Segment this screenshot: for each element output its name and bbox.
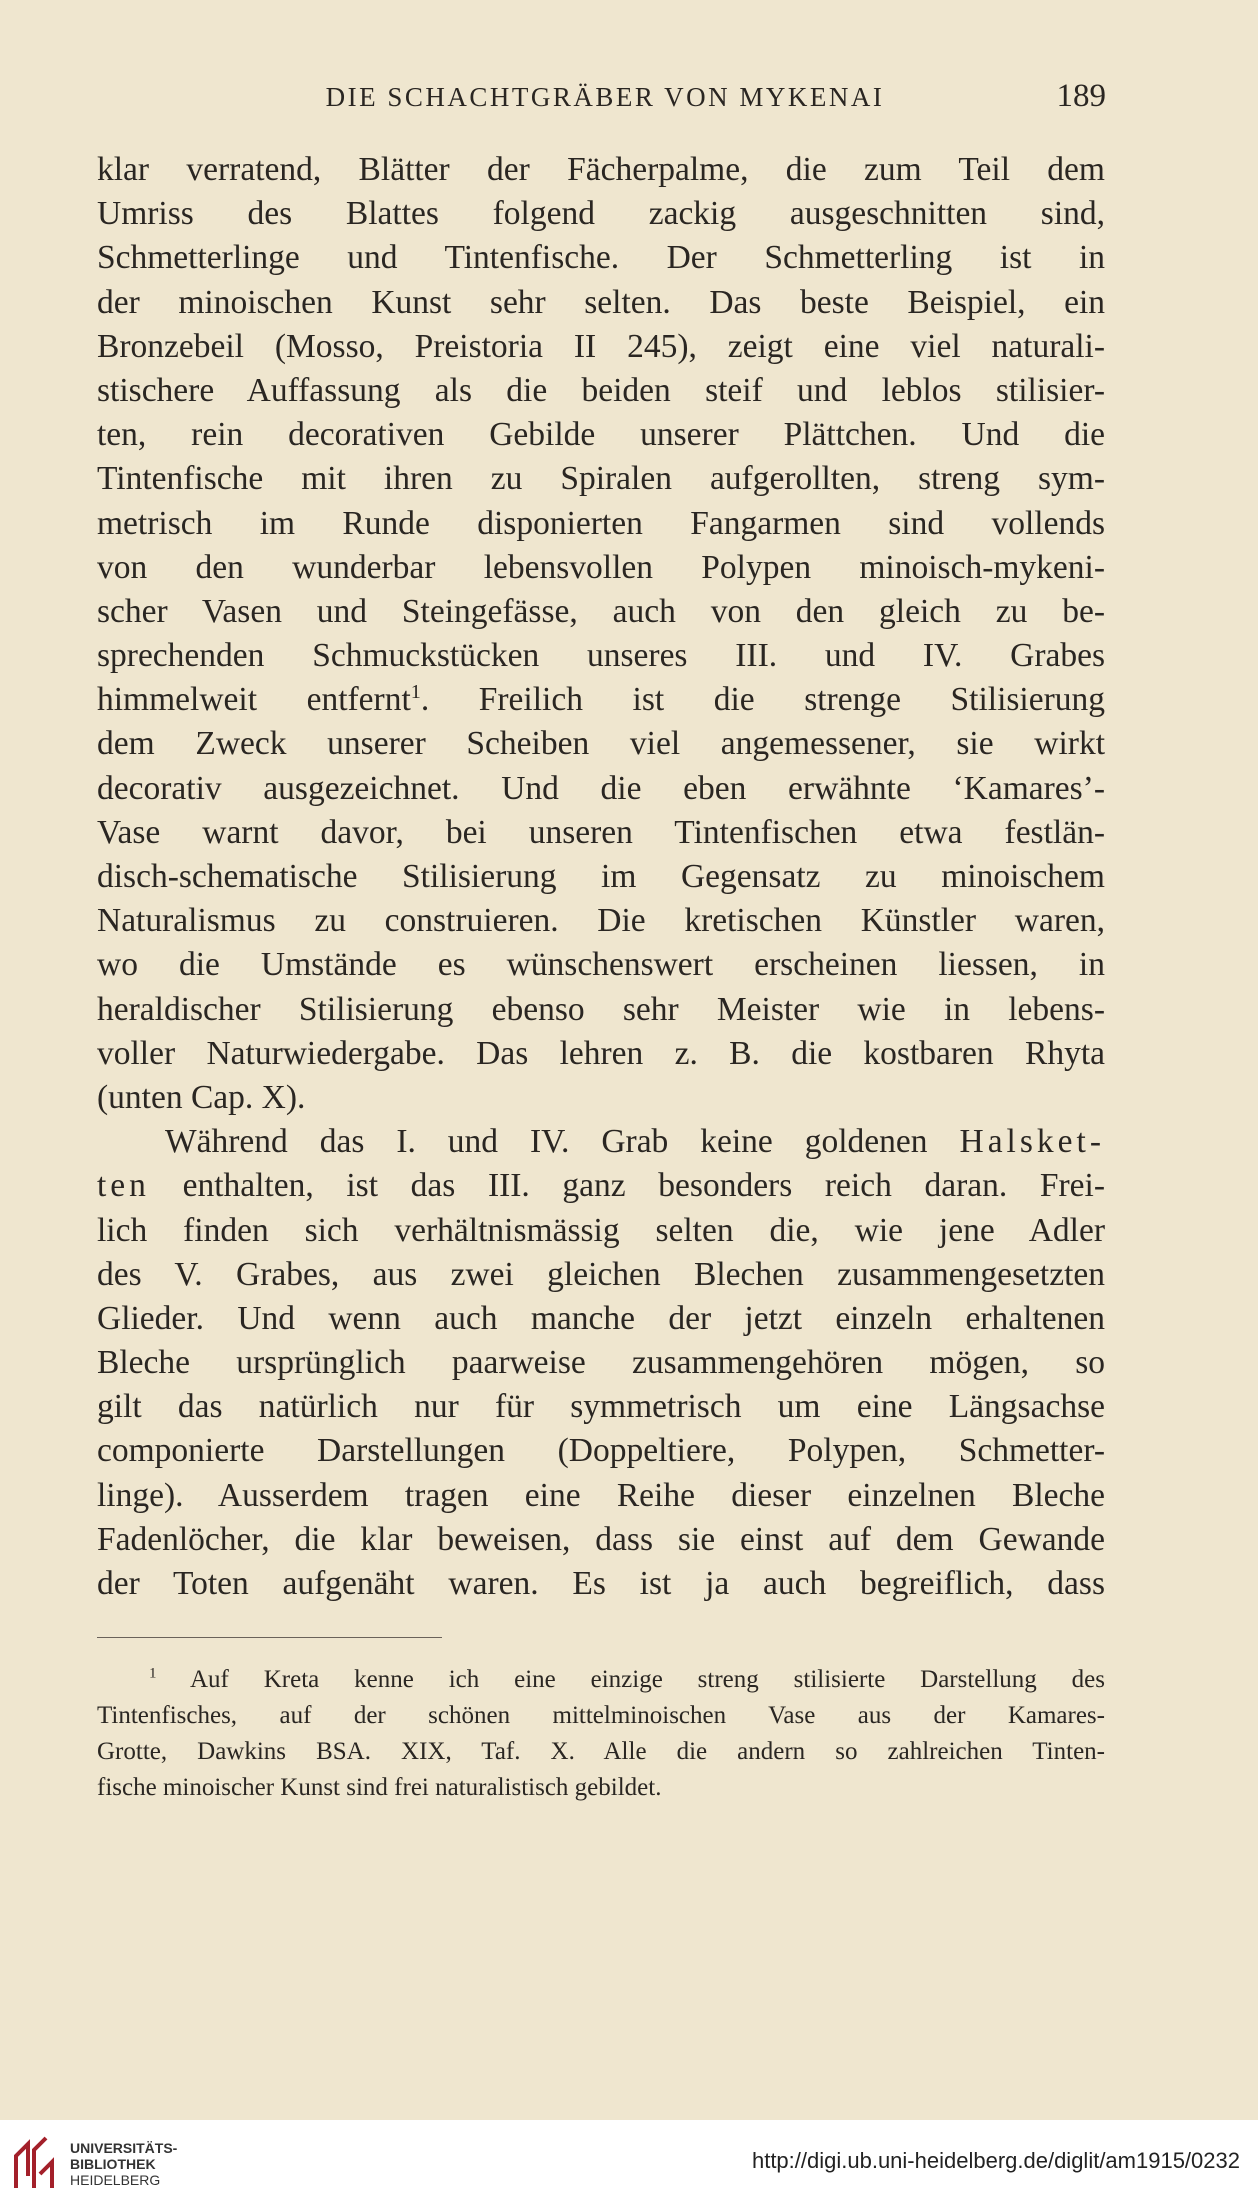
text-line: der minoischen Kunst sehr selten. Das beste Beispiel, ein bbox=[97, 283, 1105, 321]
footnote-line: Tintenfisches, auf der schönen mittelminoischen Vase aus der Kamares- bbox=[97, 1702, 1105, 1729]
text-line: decorativ ausgezeichnet. Und die eben erwähnte ‘Kamares’- bbox=[97, 769, 1105, 807]
text-line: klar verratend, Blätter der Fächerpalme, die zum Teil dem bbox=[97, 151, 1105, 188]
text-line: Bronzebeil (Mosso, Preistoria II 245), zeigt eine viel naturali- bbox=[97, 327, 1105, 365]
text-line: Schmetterlinge und Tintenfische. Der Schmetterling ist in bbox=[97, 239, 1105, 277]
footnote-line bbox=[97, 1662, 1105, 1698]
text-line-with-footnote bbox=[97, 678, 1105, 722]
library-name-line: BIBLIOTHEK bbox=[70, 2156, 156, 2172]
text-line: linge). Ausserdem tragen eine Reihe dieser einzelnen Bleche bbox=[97, 1476, 1105, 1514]
text-segment: himmelweit entfernt bbox=[97, 681, 411, 719]
text-line: heraldischer Stilisierung ebenso sehr Meister wie in lebens- bbox=[97, 990, 1105, 1028]
text-line: Naturalismus zu construieren. Die kretischen Künstler waren, bbox=[97, 902, 1105, 940]
text-line: (unten Cap. X). bbox=[97, 1078, 306, 1116]
footnote-line: fische minoischer Kunst sind frei naturalistisch gebildet. bbox=[97, 1774, 662, 1801]
library-name-line: HEIDELBERG bbox=[70, 2172, 161, 2188]
text-line: Fadenlöcher, die klar beweisen, dass sie einst auf dem Gewande bbox=[97, 1520, 1105, 1558]
text-line: wo die Umstände es wünschenswert erscheinen liessen, in bbox=[97, 946, 1105, 984]
paragraph-first-line bbox=[97, 1120, 1105, 1164]
text-line: sprechenden Schmuckstücken unseres III. und IV. Grabes bbox=[97, 637, 1105, 675]
text-line: Umriss des Blattes folgend zackig ausgeschnitten sind, bbox=[97, 195, 1105, 233]
library-name bbox=[70, 2140, 177, 2188]
text-segment: Während das I. und IV. Grab keine goldenen bbox=[165, 1123, 928, 1161]
text-line: metrisch im Runde disponierten Fangarmen sind vollends bbox=[97, 504, 1105, 542]
university-library-logo-icon[interactable] bbox=[12, 2136, 62, 2194]
text-line: ten, rein decorativen Gebilde unserer Plättchen. Und die bbox=[97, 416, 1105, 454]
text-line: stischere Auffassung als die beiden steif und leblos stilisier- bbox=[97, 371, 1105, 409]
text-line: componierte Darstellungen (Doppeltiere, Polypen, Schmetter- bbox=[97, 1432, 1105, 1470]
footnote-line: Grotte, Dawkins BSA. XIX, Taf. X. Alle die andern so zahlreichen Tinten- bbox=[97, 1738, 1105, 1765]
text-line: Vase warnt davor, bei unseren Tintenfischen etwa festlän- bbox=[97, 813, 1105, 851]
permalink-url[interactable]: http://digi.ub.uni-heidelberg.de/diglit/am1915/0232 bbox=[751, 2148, 1240, 2173]
text-line: gilt das natürlich nur für symmetrisch um eine Längsachse bbox=[97, 1388, 1105, 1426]
text-line: der Toten aufgenäht waren. Es ist ja auch begreiflich, dass bbox=[97, 1565, 1105, 1602]
running-head: DIE SCHACHTGRÄBER VON MYKENAI bbox=[325, 82, 885, 112]
page-number: 189 bbox=[1056, 78, 1106, 114]
text-line: voller Naturwiedergabe. Das lehren z. B. die kostbaren Rhyta bbox=[97, 1034, 1105, 1072]
footnote-marker: 1 bbox=[149, 1665, 157, 1682]
text-line: von den wunderbar lebensvollen Polypen minoisch-mykeni- bbox=[97, 548, 1105, 586]
footnote-divider bbox=[97, 1637, 442, 1638]
text-segment: Auf Kreta kenne ich eine einzige streng stilisierte Darstellung des bbox=[190, 1666, 1105, 1693]
text-line: disch-schematische Stilisierung im Gegensatz zu minoischem bbox=[97, 858, 1105, 895]
text-segment: . Freilich ist die strenge Stilisierung bbox=[420, 681, 1105, 719]
text-line: Glieder. Und wenn auch manche der jetzt einzeln erhaltenen bbox=[97, 1299, 1105, 1337]
footnote-reference[interactable]: 1 bbox=[410, 681, 421, 704]
library-name-line: UNIVERSITÄTS- bbox=[70, 2140, 178, 2156]
viewer-footer bbox=[0, 2120, 1258, 2208]
spaced-term: ten bbox=[97, 1167, 150, 1205]
spaced-term: Halsket- bbox=[959, 1123, 1105, 1161]
text-line: lich finden sich verhältnismässig selten die, wie jene Adler bbox=[97, 1211, 1105, 1249]
text-line bbox=[97, 1164, 1105, 1208]
body-text bbox=[97, 148, 1105, 1606]
text-line: Bleche ursprünglich paarweise zusammengehören mögen, so bbox=[97, 1344, 1105, 1382]
text-line: scher Vasen und Steingefässe, auch von den gleich zu be- bbox=[97, 592, 1105, 630]
text-segment: enthalten, ist das III. ganz besonders reich daran. Frei- bbox=[182, 1167, 1105, 1205]
footnote bbox=[97, 1662, 1105, 1806]
text-line: dem Zweck unserer Scheiben viel angemessener, sie wirkt bbox=[97, 725, 1105, 763]
text-line: des V. Grabes, aus zwei gleichen Blechen zusammengesetzten bbox=[97, 1255, 1105, 1293]
text-line: Tintenfische mit ihren zu Spiralen aufgerollten, streng sym- bbox=[97, 460, 1105, 498]
